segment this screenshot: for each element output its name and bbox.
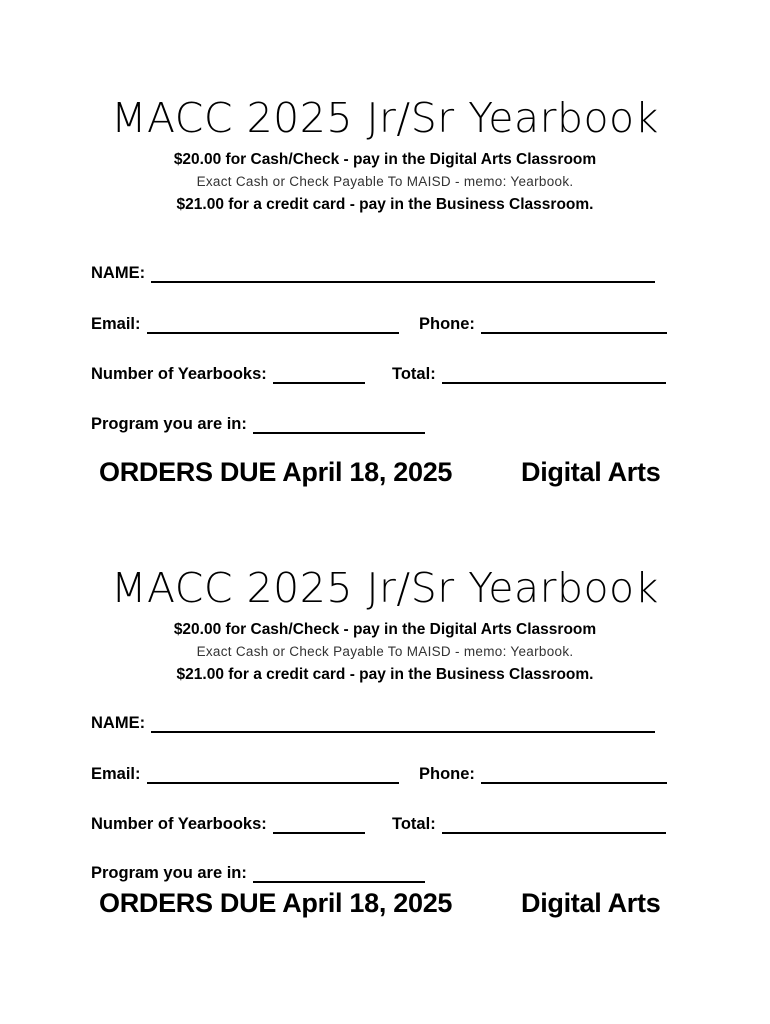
name-label: NAME: — [91, 264, 146, 282]
cash-note-text: Exact Cash or Check Payable To MAISD - memo: Yearbook. — [196, 644, 574, 659]
email-field[interactable] — [91, 765, 399, 784]
phone-field[interactable] — [419, 315, 667, 334]
yearbook-count-blank-line[interactable] — [273, 818, 365, 834]
email-blank-line[interactable] — [147, 318, 399, 334]
name-blank-line[interactable] — [151, 267, 655, 283]
email-field[interactable] — [91, 315, 399, 334]
card-price-text: $21.00 for a credit card - pay in the Business Classroom. — [176, 666, 594, 683]
orders-due-text: ORDERS DUE April 18, 2025 — [99, 888, 453, 918]
cash-price-text: $20.00 for Cash/Check - pay in the Digital Arts Classroom — [173, 621, 597, 638]
name-blank-line[interactable] — [151, 717, 655, 733]
name-field[interactable] — [91, 264, 655, 283]
name-field[interactable] — [91, 714, 655, 733]
total-field[interactable] — [392, 365, 666, 384]
total-blank-line[interactable] — [442, 368, 666, 384]
total-label: Total: — [392, 815, 436, 833]
email-label: Email: — [91, 315, 141, 333]
cash-price-text: $20.00 for Cash/Check - pay in the Digital Arts Classroom — [173, 151, 597, 168]
card-price-text: $21.00 for a credit card - pay in the Business Classroom. — [176, 196, 594, 213]
program-blank-line[interactable] — [253, 418, 425, 434]
phone-blank-line[interactable] — [481, 768, 667, 784]
yearbook-count-field[interactable] — [91, 815, 365, 834]
yearbook-count-blank-line[interactable] — [273, 368, 365, 384]
department-text: Digital Arts — [521, 888, 661, 918]
department-text: Digital Arts — [521, 457, 661, 487]
total-field[interactable] — [392, 815, 666, 834]
phone-blank-line[interactable] — [481, 318, 667, 334]
phone-label: Phone: — [419, 315, 475, 333]
cash-note-text: Exact Cash or Check Payable To MAISD - memo: Yearbook. — [196, 174, 574, 189]
total-label: Total: — [392, 365, 436, 383]
phone-label: Phone: — [419, 765, 475, 783]
yearbook-count-label: Number of Yearbooks: — [91, 815, 267, 833]
program-label: Program you are in: — [91, 415, 247, 433]
yearbook-count-field[interactable] — [91, 365, 365, 384]
total-blank-line[interactable] — [442, 818, 666, 834]
program-blank-line[interactable] — [253, 867, 425, 883]
program-field[interactable] — [91, 864, 425, 883]
form-title: MACC 2025 Jr/Sr Yearbook — [111, 94, 659, 142]
email-blank-line[interactable] — [147, 768, 399, 784]
name-label: NAME: — [91, 714, 146, 732]
program-label: Program you are in: — [91, 864, 247, 882]
program-field[interactable] — [91, 415, 425, 434]
orders-due-text: ORDERS DUE April 18, 2025 — [99, 457, 453, 487]
yearbook-count-label: Number of Yearbooks: — [91, 365, 267, 383]
phone-field[interactable] — [419, 765, 667, 784]
email-label: Email: — [91, 765, 141, 783]
form-title: MACC 2025 Jr/Sr Yearbook — [111, 564, 659, 612]
